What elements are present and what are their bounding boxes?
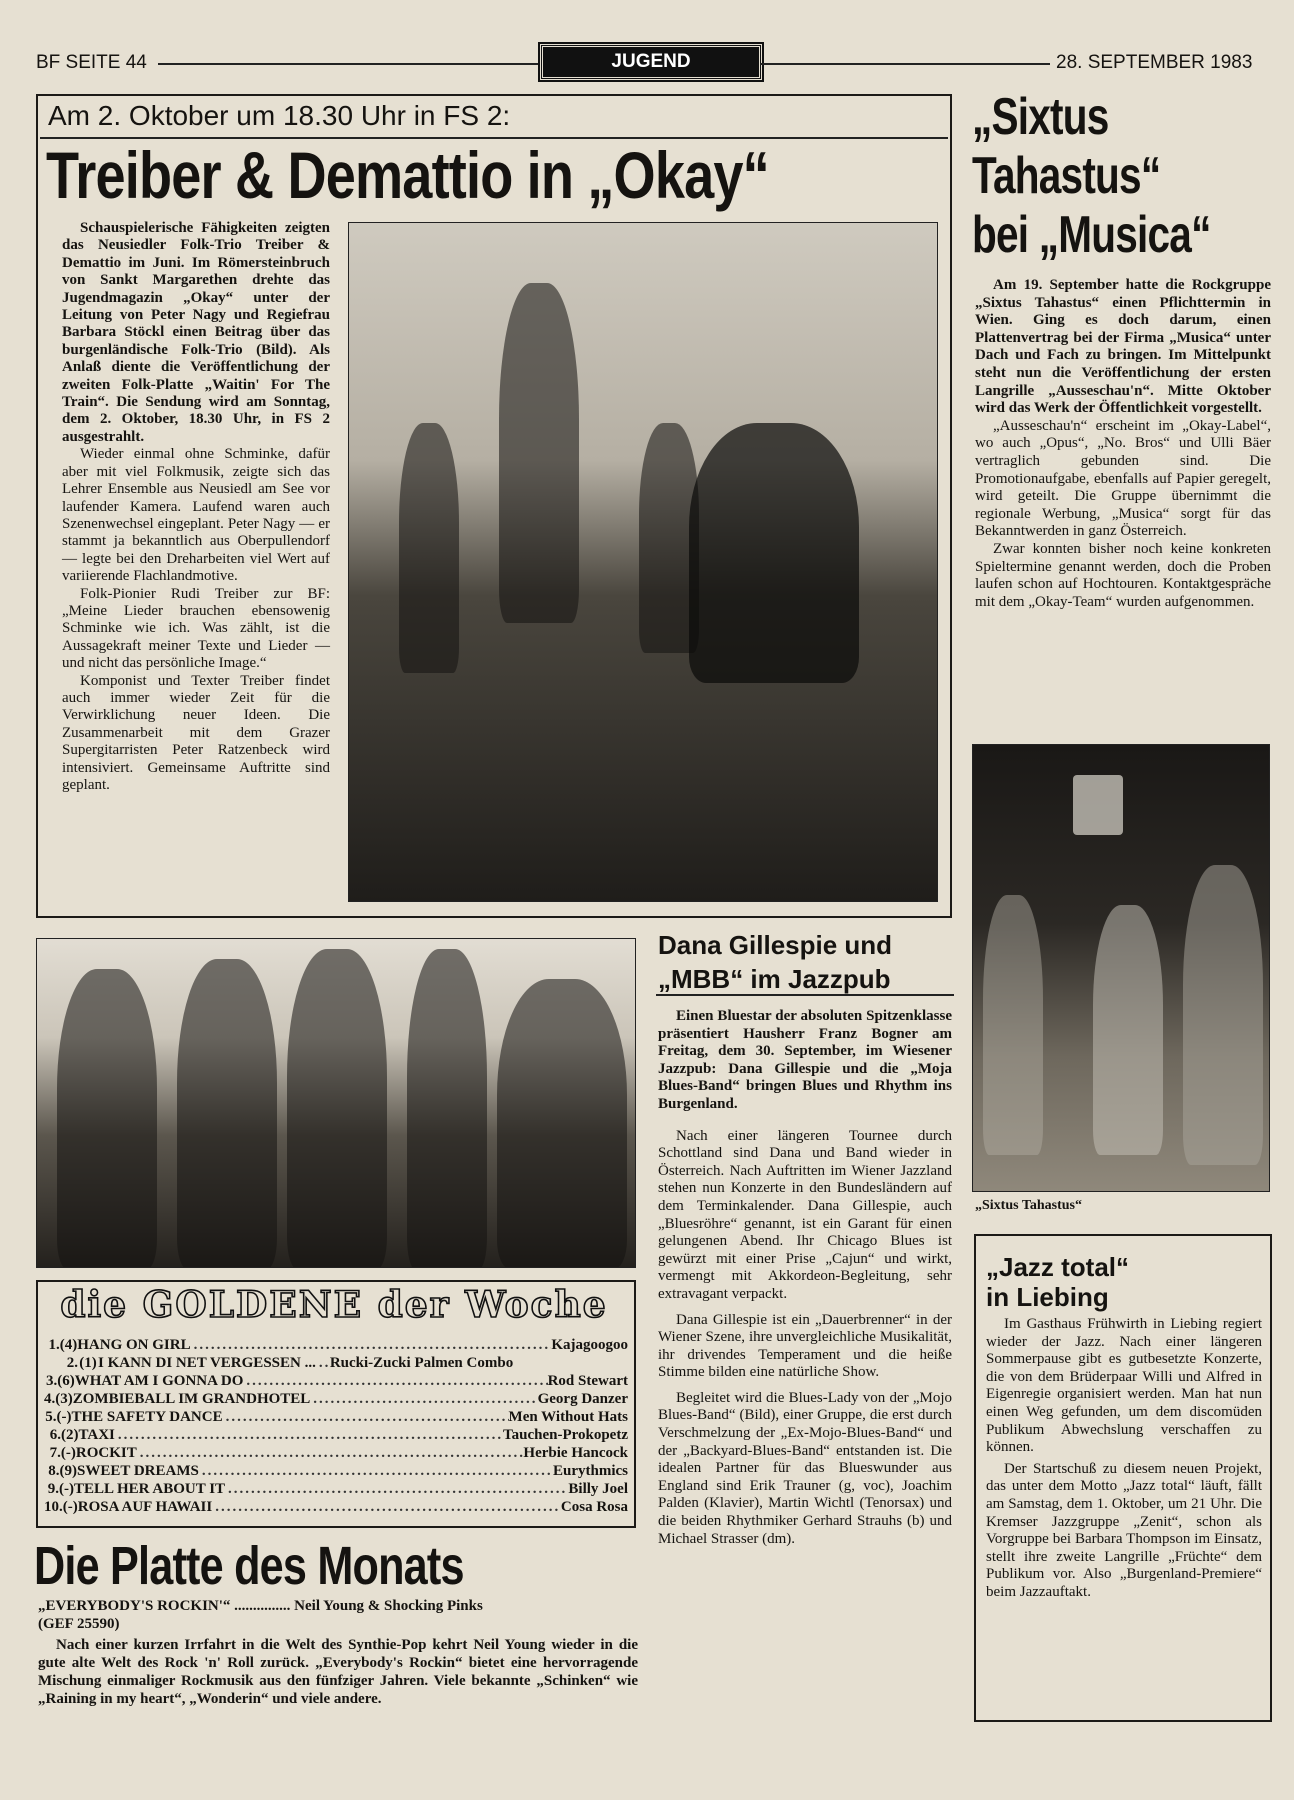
- header-rule-right: [760, 63, 1050, 65]
- sixtus-paragraph-2: „Ausseschau'n“ erscheint im „Okay-Label“, wo auch „Opus“, „No. Bros“ und Ulli Bäer vertraglich gebunden sind. Die Promotionaufgabe, ebenfalls auf Papier geregelt, wird geteilt. Die Gruppe übernimmt die regionale Werbung, „Musica“ sorgt für das Bekanntwerden in ganz Österreich.: [975, 417, 1271, 540]
- sixtus-headline: [972, 88, 1211, 265]
- sixtus-headline-line-2: Tahastus“: [972, 147, 1161, 205]
- chart-entry: 4. (3) ZOMBIEBALL IM GRANDHOTEL ..... Georg Danzer: [44, 1390, 628, 1408]
- dana-headline-line-2: „MBB“ im Jazzpub: [658, 964, 891, 994]
- record-text: [38, 1636, 638, 1708]
- dana-article-text: [658, 1008, 952, 1548]
- sixtus-paragraph-1: Am 19. September hatte die Rockgruppe „Sixtus Tahastus“ einen Pflichttermin in Wien. Ging es doch darum, einen Plattenvertrag bei der Firma „Musica“ unter Dach und Fach zu bringen. Im Mittelpunkt steht nun die Veröffentlichung der ersten Langrille „Ausseschau'n“. Mitte Oktober wird das Werk der Öffentlichkeit vorgestellt.: [975, 277, 1271, 417]
- section-label: JUGEND: [540, 44, 762, 80]
- chart-entry: 7. (-) ROCKIT ..... Herbie Hancock: [44, 1444, 628, 1462]
- record-paragraph: Nach einer kurzen Irrfahrt in die Welt des Synthie-Pop kehrt Neil Young wieder in die gute alte Welt des Rock 'n' Roll zurück. „Everybody's Rockin“ bietet eine hervorragende Mischung einmaliger Rockmusik aus den fünfziger Jahren. Viele bekannte „Schinken“ wie „Raining in my heart“, „Wonderin“ und viele andere.: [38, 1637, 638, 1707]
- main-paragraph-3: Folk-Pionier Rudi Treiber zur BF: „Meine Lieder brauchen ebensowenig Schminke wie ich. Was zählt, ist die Aussagekraft meiner Texte und Lieder — und nicht das persönliche Image.“: [62, 585, 330, 672]
- chart-entry: 9. (-) TELL HER ABOUT IT ..... Billy Joel: [44, 1480, 628, 1498]
- sixtus-band-photo: [972, 744, 1270, 1192]
- treiber-band-photo: [348, 222, 938, 902]
- dana-lead: Einen Bluestar der absoluten Spitzenklasse präsentiert Hausherr Franz Bogner am Freitag, dem 30. September, im Wiesener Jazzpub: Dana Gillespie und die „Moja Blues-Band“ bringen Blues und Rhythm ins Burgenland.: [658, 1008, 952, 1112]
- jazz-paragraph-2: Der Startschuß zu diesem neuen Projekt, das unter dem Motto „Jazz total“ läuft, fällt am Samstag, dem 1. Oktober, um 21 Uhr. Die Kremser Jazzgruppe „Zenit“, schon als Vorgruppe bei Barbara Thompson im Einsatz, stellt ihre zweite Langrille „Früchte“ dem Publikum vor. Also „Burgenland-Premiere“ beim Jazzauftakt.: [986, 1460, 1262, 1600]
- dana-headline-rule: [656, 994, 954, 996]
- jazz-headline: [986, 1252, 1129, 1312]
- chart-entry: 5. (-) THE SAFETY DANCE ..... Men Without Hats: [44, 1408, 628, 1426]
- charts-list: [44, 1336, 628, 1516]
- dana-headline-line-1: Dana Gillespie und: [658, 930, 893, 960]
- sixtus-paragraph-3: Zwar konnten bisher noch keine konkreten Spieltermine genannt werden, doch die Proben laufen schon auf Hochtouren. Kontaktgespräche mit dem „Okay-Team“ wurden aufgenommen.: [975, 540, 1271, 610]
- dana-headline: [658, 928, 892, 996]
- issue-date: 28. SEPTEMBER 1983: [1056, 52, 1253, 73]
- dana-paragraph-1: Nach einer längeren Tournee durch Schottland sind Dana und Band wieder in Österreich. Nach Auftritten im Wiener Jazzland stehen nun Konzerte in den Bundesländern auf dem Terminkalender. Dana Gillespie, auch „Bluesröhre“ genannt, ist ein Garant für einen gelungenen Abend. Ihr Chicago Blues ist gewürzt mit einer Prise „Cajun“ und wirkt, vermengt mit Akkordeon-Begleitung, sehr extravagant verpackt.: [658, 1127, 952, 1302]
- jazz-headline-line-1: „Jazz total“: [986, 1252, 1130, 1282]
- main-paragraph-1: Schauspielerische Fähigkeiten zeigten das Neusiedler Folk-Trio Treiber & Demattio im Juni. Im Römersteinbruch von Sankt Margarethen drehte das Jugendmagazin „Okay“ unter der Leitung von Peter Nagy und Regiefrau Barbara Stöckl einen Beitrag über das burgenländische Folk-Trio (Bild). Als Anlaß diente die Veröffentlichung der zweiten Folk-Platte „Waitin' For The Train“. Die Sendung wird am Sonntag, dem 2. Oktober, 18.30 Uhr, in FS 2 ausgestrahlt.: [62, 220, 330, 445]
- jazz-article-text: [986, 1316, 1262, 1602]
- sixtus-headline-line-1: „Sixtus: [972, 88, 1109, 146]
- dana-paragraph-2: Dana Gillespie ist ein „Dauerbrenner“ in der Wiener Szene, ihre unvergleichliche Musikalität, ihr drivendes Temperament und die heiße Stimme bilden eine natürliche Show.: [658, 1311, 952, 1381]
- chart-entry: 1. (4) HANG ON GIRL ..... Kajagoogoo: [44, 1336, 628, 1354]
- page-number: BF SEITE 44: [36, 52, 147, 73]
- chart-entry: 10. (-) ROSA AUF HAWAII ..... Cosa Rosa: [44, 1498, 628, 1516]
- mojo-blues-band-photo: [36, 938, 636, 1268]
- jazz-paragraph-1: Im Gasthaus Frühwirth in Liebing regiert wieder der Jazz. Nach einer längeren Sommerpause gibt es gutbesetzte Konzerte, die von dem Brüderpaar Willi und Alfred in Eigenregie organisiert werden. Man hat nun einen Weg gefunden, um dem discomüden Publikum Abwechslung verschaffen zu können.: [986, 1316, 1262, 1456]
- record-headline: Die Platte des Monats: [34, 1536, 464, 1596]
- main-paragraph-2: Wieder einmal ohne Schminke, dafür aber mit viel Folkmusik, zeigte sich das Lehrer Ensemble aus Neusiedl am See vor laufender Kamera. Laufend waren auch Szenenwechsel eingeplant. Peter Nagy — er stammt ja bekanntlich aus Oberpullendorf — legte bei den Dreharbeiten viel Wert auf variierende Flachlandmotive.: [62, 446, 330, 585]
- chart-entry: 8. (9) SWEET DREAMS ..... Eurythmics: [44, 1462, 628, 1480]
- sixtus-headline-line-3: bei „Musica“: [972, 206, 1211, 264]
- main-paragraph-4: Komponist und Texter Treiber findet auch immer wieder Zeit für die Verwirklichung neuer Ideen. Die Zusammenarbeit mit dem Grazer Supergitarristen Peter Ratzenbeck wird intensiviert. Gemeinsame Auftritte sind geplant.: [62, 672, 330, 793]
- header-rule-left: [158, 63, 538, 65]
- sixtus-article-text: [975, 277, 1271, 611]
- jazz-headline-line-2: in Liebing: [986, 1282, 1109, 1312]
- charts-title: die GOLDENE der Woche: [60, 1284, 608, 1326]
- main-kicker: Am 2. Oktober um 18.30 Uhr in FS 2:: [48, 100, 511, 131]
- main-article-text: [62, 220, 330, 794]
- chart-entry: 6. (2) TAXI ..... Tauchen-Prokopetz: [44, 1426, 628, 1444]
- chart-entry: 3. (6) WHAT AM I GONNA DO ..... Rod Stewart: [44, 1372, 628, 1390]
- record-album-line: „EVERYBODY'S ROCKIN'“ ............... Neil Young & Shocking Pinks: [38, 1598, 483, 1614]
- dana-paragraph-3: Begleitet wird die Blues-Lady von der „Mojo Blues-Band“ (Bild), einer Gruppe, die erst durch Verschmelzung der „Ex-Mojo-Blues-Band“ und der „Backyard-Blues-Band“ entstanden ist. Die idealen Partner für das Blueswunder aus England sind Erik Trauner (g, voc), Joachim Palden (Klavier), Martin Wichtl (Tenorsax) und die beiden Rhythmiker Gerhard Strauhs (b) und Michael Strasser (dm).: [658, 1389, 952, 1547]
- main-headline: Treiber & Demattio in „Okay“: [46, 138, 769, 212]
- chart-entry: 2. (1) I KANN DI NET VERGESSEN ... ..... Rucki-Zucki Palmen Combo: [44, 1354, 628, 1372]
- record-catalog: (GEF 25590): [38, 1616, 120, 1632]
- sixtus-photo-caption: „Sixtus Tahastus“: [975, 1198, 1083, 1213]
